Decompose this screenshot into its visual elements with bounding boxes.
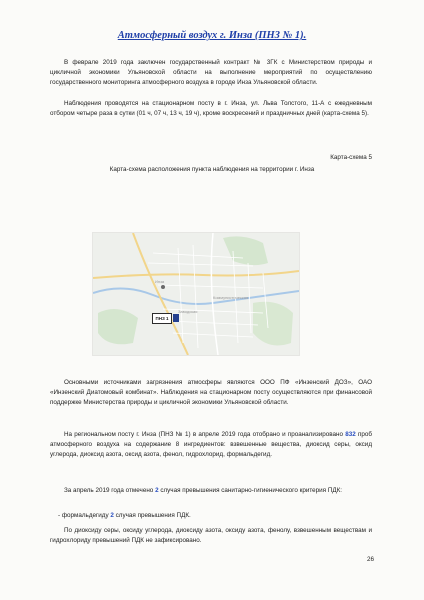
paragraph-observations: Наблюдения проводятся на стационарном посту в г. Инза, ул. Льва Толстого, 11-А с ежедневным отбором четыре раза в сутки (01 ч, 07 ч, 13 ч, 19 ч), кроме воскресений и праздничных дней (карта-схема 5). bbox=[50, 100, 372, 117]
samples-text-post: проб атмосферного воздуха на содержание 8 ингредиентов: взвешенные вещества, диоксид серы, оксид углерода, диоксид азота, оксид азота, фенол, гидрохлорид, формальдегид. bbox=[50, 431, 372, 458]
bullet-count: 2 bbox=[110, 512, 114, 519]
post-label: ПНЗ 1 bbox=[152, 313, 172, 324]
bullet-text-pre: - формальдегиду bbox=[58, 512, 111, 519]
map-scheme-label: Карта-схема 5 bbox=[330, 154, 372, 161]
bullet-formaldehyde bbox=[58, 512, 191, 519]
paragraph-contract: В феврале 2019 года заключен государственный контракт № 3ГК с Министерством природы и цикличной экономики Ульяновской области на выполнение мероприятий по осуществлению государственного мониторинга атмосферного воздуха в городе Инза Ульяновской области. bbox=[50, 59, 372, 86]
svg-text:Заводская: Заводская bbox=[178, 309, 198, 314]
paragraph-exceedances bbox=[50, 486, 372, 496]
samples-text-pre: На региональном посту г. Инза (ПНЗ № 1) в апреле 2019 года отобрано и проанализировано bbox=[64, 431, 346, 438]
svg-text:Инза: Инза bbox=[155, 279, 165, 284]
page-number: 26 bbox=[366, 556, 374, 563]
samples-count: 832 bbox=[345, 431, 356, 438]
map-caption: Карта-схема расположения пункта наблюдения на территории г. Инза bbox=[109, 166, 315, 173]
svg-text:Коммунистическая: Коммунистическая bbox=[213, 295, 249, 300]
paragraph-no-exceedances: По диоксиду серы, оксиду углерода, диоксиду азота, оксиду азота, фенолу, взвешенным веществам и гидрохлориду превышений ПДК не зафиксировано. bbox=[50, 527, 372, 544]
bullet-text-post: случая превышения ПДК. bbox=[113, 512, 191, 519]
paragraph-sources: Основными источниками загрязнения атмосферы являются ООО ПФ «Инзенский ДОЗ», ОАО «Инзенский Диатомовый комбинат». Наблюдения на стационарном посту осуществляются при финансовой поддержке Министерства природы и цикличной экономики Ульяновской области. bbox=[50, 379, 372, 406]
exceed-count: 2 bbox=[155, 487, 159, 494]
city-map bbox=[92, 232, 300, 356]
paragraph-samples bbox=[50, 430, 372, 460]
exceed-text-post: случая превышения санитарно-гигиенического критерия ПДК: bbox=[158, 487, 343, 494]
page-title: Атмосферный воздух г. Инза (ПНЗ № 1). bbox=[117, 30, 307, 41]
post-marker bbox=[173, 314, 179, 322]
exceed-text-pre: За апрель 2019 года отмечено bbox=[64, 487, 156, 494]
map-graphic bbox=[93, 233, 299, 355]
